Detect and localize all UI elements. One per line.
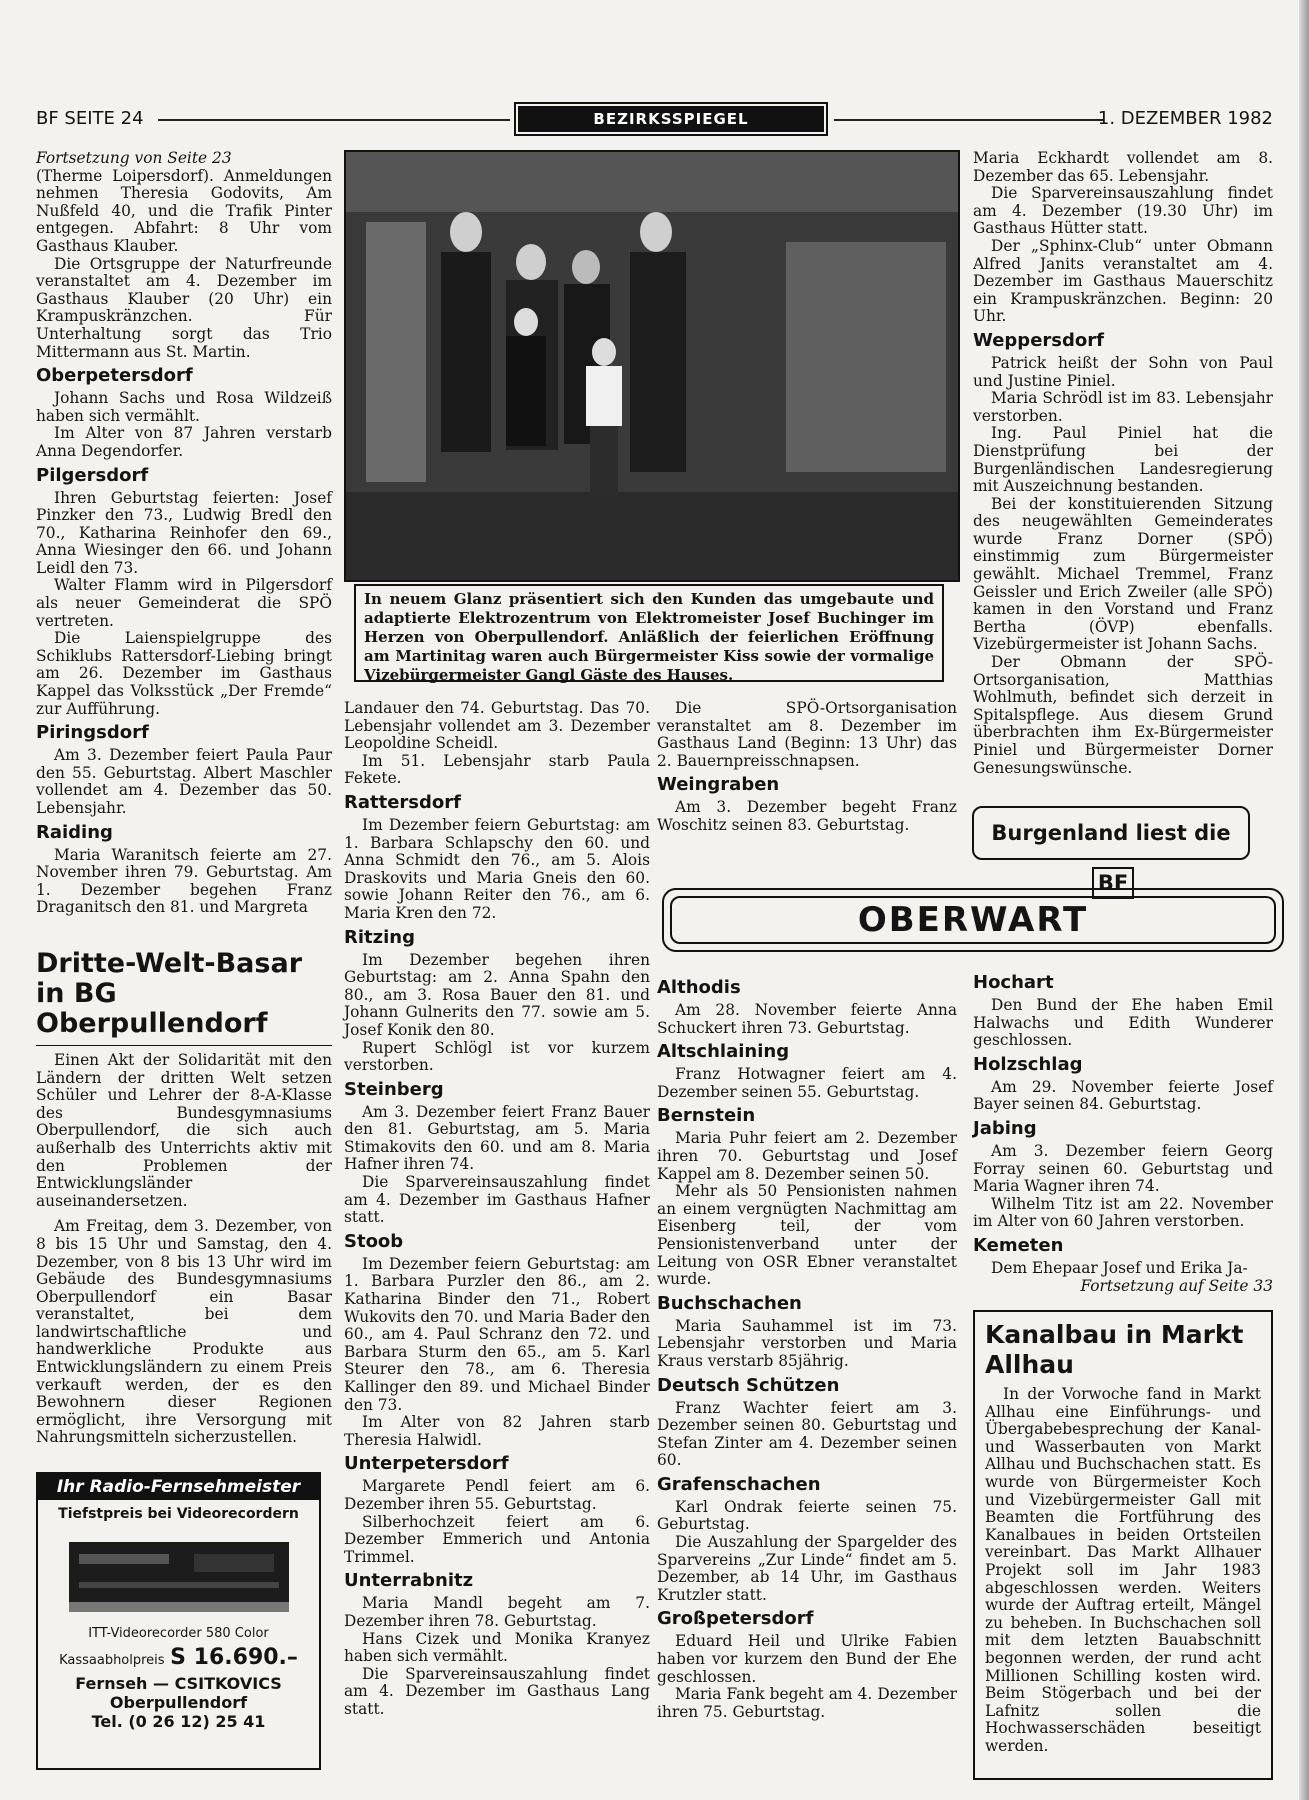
issue-date: 1. DEZEMBER 1982 [1097, 108, 1273, 129]
section-heading: Unterrabnitz [344, 1570, 474, 1592]
article-text: Rupert Schlögl ist vor kurzem verstorben. [344, 1038, 650, 1075]
article-text: Johann Sachs und Rosa Wildzeiß haben sich vermählt. [36, 389, 332, 425]
advert-town: Oberpullendorf [109, 1693, 248, 1712]
article-text: Maria Waranitsch feierte am 27. November ihren 79. Geburtstag. Am 1. Dezember begehen Franz Draganitsch den 81. und Margreta [36, 845, 332, 917]
article-text: Maria Mandl begeht am 7. Dezember ihren 78. Geburtstag. [344, 1594, 650, 1630]
article-text: Im 51. Lebensjahr starb Paula Fekete. [344, 751, 650, 788]
article-text: Maria Puhr feiert am 2. Dezember ihren 70. Geburtstag und Josef Kappel am 8. Dezember seinen 50. [657, 1129, 957, 1183]
radio-tv-advert [36, 1472, 321, 1770]
article-text: Margarete Pendl feiert am 6. Dezember ihren 55. Geburtstag. [344, 1477, 650, 1513]
article-text: Im Dezember begehen ihren Geburtstag: am 2. Anna Spahn den 80., am 3. Rosa Bauer den 81. und Johann Gulnerits den 77. sowie am 5. Josef Konik den 80. [344, 950, 650, 1039]
article-text: Am 28. November feierte Anna Schuckert ihren 73. Geburtstag. [657, 1001, 957, 1037]
article-headline: Kanalbau in Markt Allhau [985, 1320, 1244, 1379]
article-text: (Therme Loipersdorf). Anmeldungen nehmen Theresia Godovits, Am Nußfeld 40, und die Trafik Pinter entgegen. Abfahrt: 8 Uhr vom Gasthaus Klauber. [36, 166, 332, 255]
article-text: Der „Sphinx-Club“ unter Obmann Alfred Janits veranstaltet am 4. Dezember im Gasthaus Mauerschitz ein Krampuskränzchen. Beginn: 20 Uhr. [973, 236, 1273, 326]
article-text: Wilhelm Titz ist am 22. November im Alter von 60 Jahren verstorben. [973, 1194, 1273, 1231]
section-heading: Raiding [36, 821, 113, 843]
article-text: Dem Ehepaar Josef und Erika Ja- [991, 1258, 1248, 1277]
article-text: Maria Sauhammel ist im 73. Lebensjahr verstorben und Maria Kraus verstarb 85jährig. [657, 1316, 957, 1370]
article-text: Am 3. Dezember begeht Franz Woschitz seinen 83. Geburtstag. [657, 798, 957, 834]
article-text: Die Ortsgruppe der Naturfreunde veranstaltet am 4. Dezember im Gasthaus Klauber (20 Uhr) ein Krampuskränzchen. Für Unterhaltung sorgt das Trio Mittermann aus St. Martin. [36, 254, 332, 361]
section-heading: Stoob [344, 1230, 404, 1252]
article-text: Im Dezember feiern Geburtstag: am 1. Barbara Schlapschy den 60. und Anna Schmidt den 76., am 5. Alois Draskovits und Maria Gneis den 60. sowie Johann Reiter den 76., am 6. Maria Kren den 72. [344, 815, 650, 922]
article-text: Die Sparvereinsauszahlung findet am 4. Dezember (19.30 Uhr) im Gasthaus Hütter statt. [973, 184, 1273, 238]
bf-promo-box [972, 806, 1250, 895]
column-3 [657, 700, 957, 835]
article-text: Am 3. Dezember feiern Georg Forray seinen 60. Geburtstag und Maria Wagner ihren 74. [973, 1141, 1273, 1196]
section-heading: Oberpetersdorf [36, 365, 193, 387]
section-heading: Weingraben [657, 774, 780, 796]
article-text: Im Dezember feiern Geburtstag: am 1. Barbara Purzler den 86., am 2. Katharina Binder den 71., Robert Wukovits den 70. und Maria Bader den 60., am 4. Paul Schranz den 72. und Barbara Sturm den 65., am 5. Karl Steurer den 78., am 6. Theresia Kallinger den 89. und Michael Binder den 73. [344, 1254, 650, 1414]
article-text: Am 3. Dezember feiert Paula Paur den 55. Geburtstag. Albert Maschler vollendet am 4. Dezember das 50. Lebensjahr. [36, 746, 332, 817]
column-3-oberwart [657, 973, 957, 1721]
section-title: BEZIRKSSPIEGEL [518, 106, 824, 132]
column-1 [36, 150, 332, 1447]
store-photo [344, 150, 960, 582]
continuation-note: Fortsetzung auf Seite 33 [1080, 1276, 1273, 1295]
section-heading: Althodis [657, 977, 741, 998]
article-text: Am 3. Dezember feiert Franz Bauer den 81. Geburtstag, am 5. Maria Stimakovits den 60. und am 8. Maria Hafner ihren 74. [344, 1102, 650, 1174]
column-4-oberwart [973, 968, 1273, 1295]
article-text: In der Vorwoche fand in Markt Allhau eine Einführungs- und Übergabebesprechung der Kanal- und Wasserbauten von Markt Allhau und Buchschachen statt. Es wurde von Bürgermeister Koch und Vizebürgermeister Gall mit Beamten die Fortführung des Kanalbaues in beiden Ortsteilen vereinbart. Das Markt Allhauer Projekt soll im Jahr 1983 abgeschlossen werden. Weiters wurde der Auftrag erteilt, Mängel zu beheben. In Buchschachen soll mit dem letzten Bauabschnitt begonnen werden, der rund acht Millionen Schilling kosten wird. Beim Stögerbach und bei der Lafnitz sollen die Hochwasserschäden beseitigt werden. [985, 1385, 1261, 1755]
advert-price: S 16.690.– [170, 1645, 298, 1670]
section-heading: Kemeten [973, 1234, 1064, 1256]
section-heading: Altschlaining [657, 1041, 790, 1063]
section-heading: Pilgersdorf [36, 464, 149, 486]
section-heading: Jabing [973, 1117, 1037, 1139]
article-text: Die Sparvereinsauszahlung findet am 4. Dezember im Gasthaus Hafner statt. [344, 1173, 650, 1227]
article-text: Die Laienspielgruppe des Schiklubs Rattersdorf-Liebing bringt am 26. Dezember im Gasthaus Kappel das Volksstück „Der Fremde“ zur Aufführung. [36, 629, 332, 718]
article-text: Ing. Paul Piniel hat die Dienstprüfung bei der Burgenländischen Landesregierung mit Auszeichnung bestanden. [973, 424, 1273, 496]
section-heading: Hochart [973, 972, 1054, 993]
article-text: Ihren Geburtstag feierten: Josef Pinzker den 73., Ludwig Bredl den 70., Katharina Reinhofer den 69., Anna Wiesinger den 66. und Johann Leidl den 73. [36, 488, 332, 577]
section-heading: Ritzing [344, 926, 415, 948]
photo-image [346, 152, 958, 580]
article-text: Im Alter von 82 Jahren starb Theresia Halwidl. [344, 1413, 650, 1449]
bf-promo-text: Burgenland liest die [991, 821, 1231, 845]
advert-shop: Fernseh — CSITKOVICS [75, 1674, 282, 1693]
section-heading: Piringsdorf [36, 722, 149, 744]
column-4 [973, 150, 1273, 777]
region-title: OBERWART [670, 896, 1276, 944]
section-heading: Deutsch Schützen [657, 1374, 840, 1396]
article-text: Franz Wachter feiert am 3. Dezember seinen 80. Geburtstag und Stefan Zinter am 4. Dezember seinen 60. [657, 1398, 957, 1470]
article-text: Bei der konstituierenden Sitzung des neugewählten Gemeinderates wurde Franz Dorner (SPÖ) einstimmig zum Bürgermeister gewählt. Michael Tremmel, Franz Geissler und Erich Zweiler (alle SPÖ) kamen in den Vorstand und Franz Bertha (ÖVP) ebenfalls. Vizebürgermeister ist Johann Sachs. [973, 494, 1273, 654]
page-number: BF SEITE 24 [36, 108, 144, 129]
section-heading: Großpetersdorf [657, 1608, 814, 1630]
article-text: Hans Cizek und Monika Kranyez haben sich vermählt. [344, 1629, 650, 1666]
header-rule-right [834, 119, 1104, 121]
section-heading: Rattersdorf [344, 791, 461, 813]
article-text: Die Sparvereinsauszahlung findet am 4. Dezember im Gasthaus Lang statt. [344, 1664, 650, 1718]
article-text: Landauer den 74. Geburtstag. Das 70. Lebensjahr vollendet am 3. Dezember Leopoldine Scheidl. [344, 699, 650, 753]
article-text: Franz Hotwagner feiert am 4. Dezember seinen 55. Geburtstag. [657, 1065, 957, 1101]
section-heading: Unterpetersdorf [344, 1453, 509, 1475]
kanalbau-article-box [973, 1310, 1273, 1780]
continuation-note: Fortsetzung von Seite 23 [36, 149, 232, 167]
section-heading: Bernstein [657, 1105, 756, 1127]
article-text: Patrick heißt der Sohn von Paul und Justine Piniel. [973, 353, 1273, 390]
article-text: Walter Flamm wird in Pilgersdorf als neuer Gemeinderat die SPÖ vertreten. [36, 576, 332, 630]
article-text: Maria Schrödl ist im 83. Lebensjahr verstorben. [973, 389, 1273, 425]
article-text: Am Freitag, dem 3. Dezember, von 8 bis 15 Uhr und Samstag, den 4. Dezember, von 8 bis 13 Uhr wird im Gebäude des Bundesgymnasiums Oberpullendorf ein Basar veranstaltet, bei dem landwirtschaftliche und handwerkliche Produkte aus Entwicklungsländern zu einem Preis verkauft werden, der es den Bewohnern dieser Regionen ermöglicht, ihre Versorgung mit Nahrungsmitteln sicherzustellen. [36, 1217, 332, 1447]
section-heading: Weppersdorf [973, 329, 1104, 351]
section-heading: Buchschachen [657, 1292, 802, 1314]
section-heading: Steinberg [344, 1078, 444, 1100]
article-text: Einen Akt der Solidarität mit den Ländern der dritten Welt setzen Schüler und Lehrer der 8-A-Klasse des Bundesgymnasiums Oberpullendorf, die sich auch außerhalb des Unterrichts aktiv mit den Problemen der Entwicklungsländer auseinandersetzen. [36, 1050, 332, 1210]
section-heading: Holzschlag [973, 1053, 1083, 1075]
article-text: Die Auszahlung der Spargelder des Sparvereins „Zur Linde“ findet am 5. Dezember, ab 14 Uhr, im Gasthaus Krutzler statt. [657, 1533, 957, 1604]
photo-caption: In neuem Glanz präsentiert sich den Kunden das umgebaute und adaptierte Elektrozentrum von Elektromeister Josef Buchinger im Herzen von Oberpullendorf. Anläßlich der feierlichen Eröffnung am Martinitag waren auch Bürgermeister Kiss sowie der vormalige Vizebürgermeister Gangl Gäste des Hauses. [354, 584, 944, 682]
videorecorder-illustration [64, 1532, 294, 1622]
article-text: Den Bund der Ehe haben Emil Halwachs und Edith Wunderer geschlossen. [973, 996, 1273, 1050]
oberwart-banner [662, 888, 1298, 952]
article-text: Maria Eckhardt vollendet am 8. Dezember das 65. Lebensjahr. [973, 149, 1273, 185]
article-text: Karl Ondrak feierte seinen 75. Geburtstag. [657, 1497, 957, 1534]
header-rule-left [158, 119, 510, 121]
column-2 [344, 700, 650, 1719]
article-text: Mehr als 50 Pensionisten nahmen an einem vergnügten Nachmittag am Eisenberg teil, der vom Pensionistenverband unter der Leitung von OSR Ebner veranstaltet wurde. [657, 1182, 957, 1289]
article-text: Am 29. November feierte Josef Bayer seinen 84. Geburtstag. [973, 1077, 1273, 1114]
feature-headline: Dritte-Welt-Basar in BG Oberpullendorf [36, 947, 303, 1039]
page-header [36, 108, 1273, 134]
article-text: Im Alter von 87 Jahren verstarb Anna Degendorfer. [36, 424, 332, 460]
advert-phone: Tel. (0 26 12) 25 41 [91, 1712, 266, 1731]
article-text: Eduard Heil und Ulrike Fabien haben vor kurzem den Bund der Ehe geschlossen. [657, 1632, 957, 1686]
page-edge [1299, 0, 1309, 1800]
article-text: Die SPÖ-Ortsorganisation veranstaltet am 8. Dezember im Gasthaus Land (Beginn: 13 Uhr) das 2. Bauernpreisschnapsen. [657, 699, 957, 770]
section-heading: Grafenschachen [657, 1473, 821, 1495]
advert-price-label: Kassaabholpreis [59, 1653, 165, 1668]
bf-logo: BF [1092, 867, 1134, 899]
advert-banner: Ihr Radio-Fernsehmeister [38, 1474, 319, 1500]
article-text: Silberhochzeit feiert am 6. Dezember Emmerich und Antonia Trimmel. [344, 1512, 650, 1566]
advert-line: Tiefstpreis bei Videorecordern [58, 1506, 299, 1522]
article-text: Der Obmann der SPÖ-Ortsorganisation, Matthias Wohlmuth, befindet sich derzeit in Spitalspflege. Aus diesem Grund überbrachten ihm Ex-Bürgermeister Piniel und Bürgermeister Dorner Genesungswünsche. [973, 653, 1273, 777]
headline-rule [36, 1045, 332, 1046]
article-text: Maria Fank begeht am 4. Dezember ihren 75. Geburtstag. [657, 1685, 957, 1721]
advert-model: ITT-Videorecorder 580 Color [88, 1626, 269, 1641]
